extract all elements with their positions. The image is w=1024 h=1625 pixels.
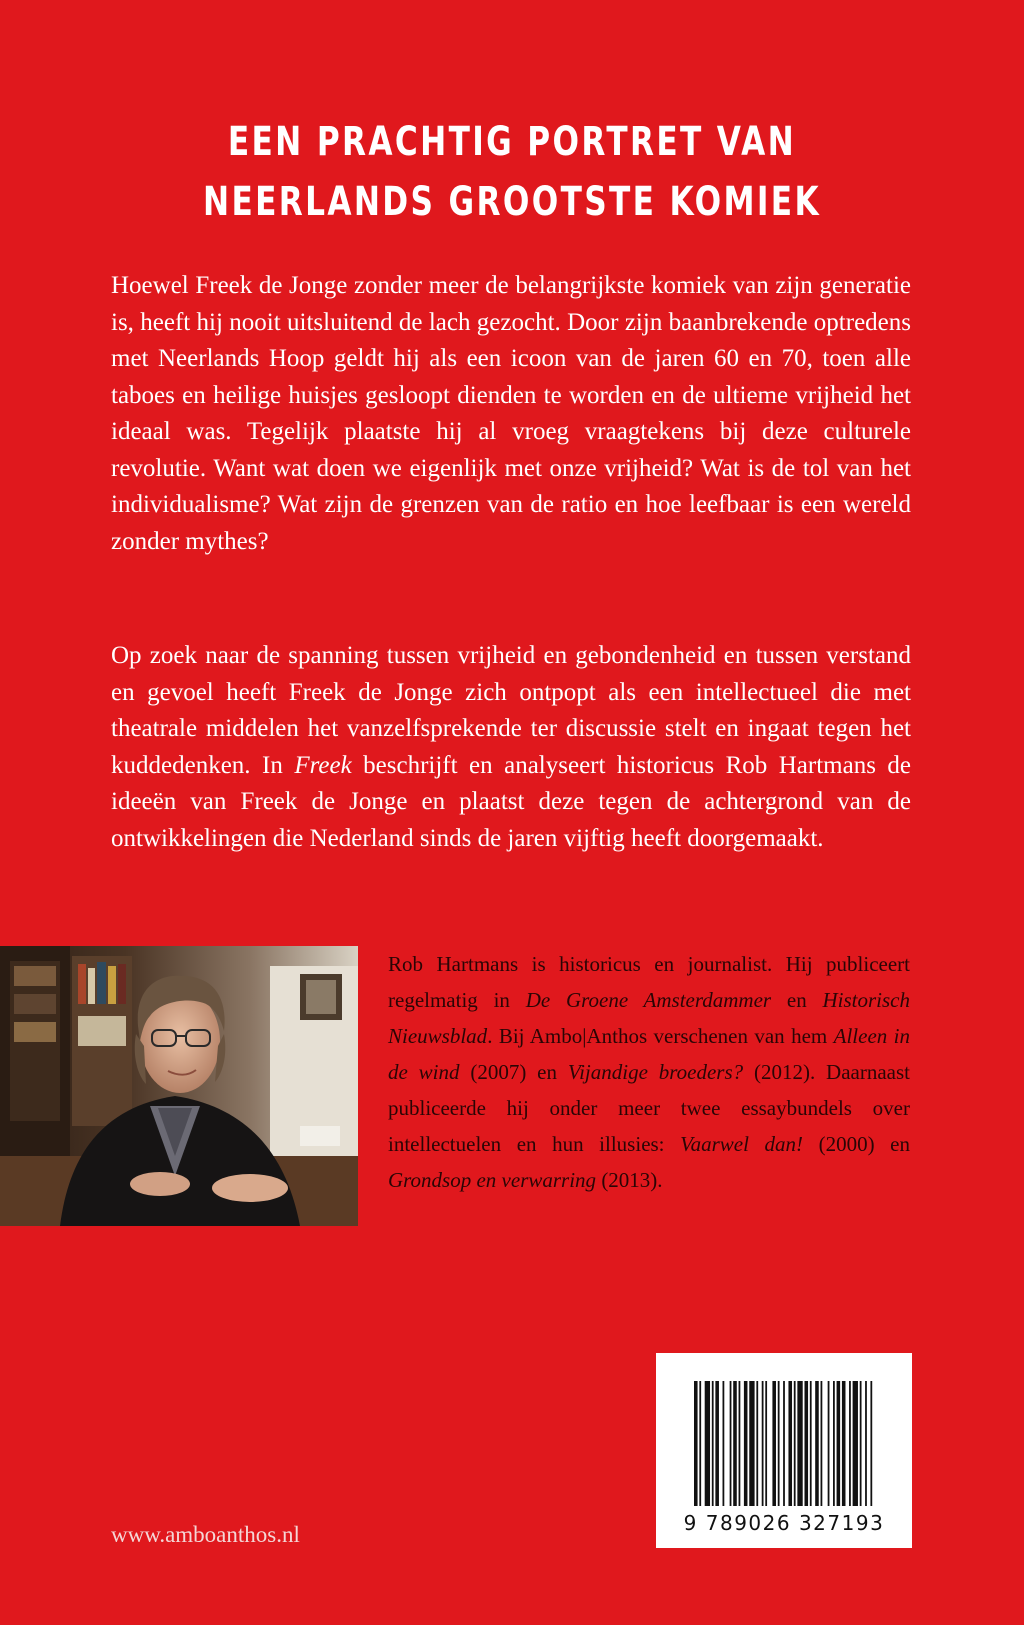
bio-text-7: (2013). [596, 1168, 663, 1192]
description-paragraph-2 [111, 638, 911, 857]
description-paragraph-1: Hoewel Freek de Jonge zonder meer de belangrijkste komiek van zijn generatie is, heeft hij nooit uitsluitend de lach gezocht. Door zijn baanbrekende optredens met Neerlands Hoop geldt hij als een icoon van de jaren 60 en 70, toen alle taboes en heilige huisjes gesloopt dienden te worden en de ultieme vrijheid het ideaal was. Tegelijk plaatste hij al vroeg vraagtekens bij deze culturele revolutie. Want wat doen we eigenlijk met onze vrijheid? Wat is de tol van het individualisme? Wat zijn de grenzen van de ratio en hoe leefbaar is een wereld zonder mythes? [111, 272, 911, 555]
bio-italic-5: Vaarwel dan! [680, 1132, 804, 1156]
bio-text-5: (2012). Daarnaast publiceerde hij onder meer twee essaybundels over intellectuelen en hun illusies: [388, 1060, 910, 1156]
book-title-freek: Freek [294, 751, 352, 779]
bio-italic-1: De Groene Amsterdammer [525, 988, 772, 1012]
bio-text-1: Rob Hartmans is historicus en journalist. Hij publiceert regelmatig in [388, 952, 910, 1012]
paragraph-2-text-b: beschrijft en analyseert historicus Rob Hartmans de ideeën van Freek de Jonge en plaatst deze tegen de achtergrond van de ontwikkelingen die Nederland sinds de jaren vijftig heeft doorgemaakt. [111, 751, 911, 852]
bio-italic-4: Vijandige broeders? [567, 1060, 744, 1084]
headline [113, 112, 912, 232]
author-portrait-image [0, 946, 358, 1226]
paragraph-2-text-a: Op zoek naar de spanning tussen vrijheid en gebondenheid en tussen verstand en gevoel heeft Freek de Jonge zich ontpopt als een intellectueel die met theatrale middelen het vanzelfsprekende ter discussie stelt en ingaat tegen het kuddedenken. In [111, 642, 911, 779]
bio-text-4: (2007) en [459, 1060, 568, 1084]
author-photo [0, 946, 358, 1226]
bio-text-3: . Bij Ambo|Anthos verschenen van hem [487, 1024, 834, 1048]
bio-text-2: en [771, 988, 823, 1012]
headline-line-1: EEN PRACHTIG PORTRET VAN [227, 119, 797, 165]
isbn-number: 9 789026 327193 [683, 1511, 885, 1535]
publisher-website-link[interactable]: www.amboanthos.nl [111, 1522, 300, 1547]
bio-italic-2: Historisch Nieuwsblad [388, 988, 910, 1048]
bio-italic-3: Alleen in de wind [388, 1024, 910, 1084]
headline-line-2: NEERLANDS GROOTSTE KOMIEK [203, 179, 821, 225]
barcode-box [656, 1353, 912, 1548]
author-bio [388, 946, 910, 1198]
bio-text-6: (2000) en [803, 1132, 911, 1156]
bio-italic-6: Grondsop en verwarring [388, 1168, 597, 1192]
barcode-icon [694, 1381, 874, 1506]
